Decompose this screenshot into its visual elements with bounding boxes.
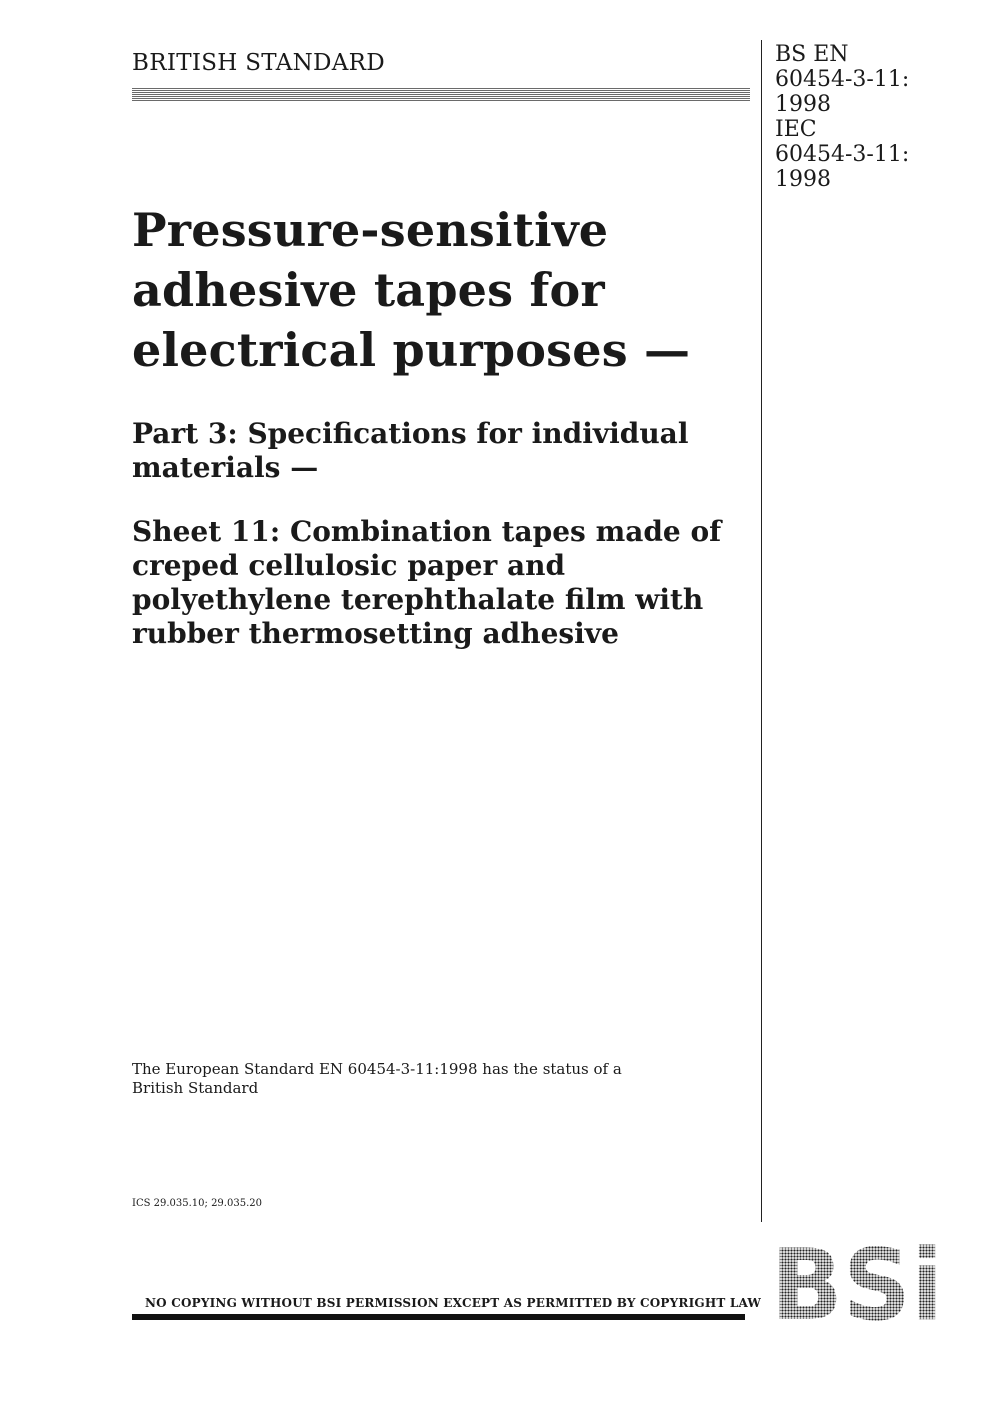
title-line: electrical purposes — <box>132 323 691 377</box>
status-note-line: The European Standard EN 60454-3-11:1998 has the status of a <box>132 1060 622 1078</box>
ics-code: ICS 29.035.10; 29.035.20 <box>132 1198 262 1209</box>
bsi-logo-icon <box>769 1243 945 1323</box>
sheet-line: creped cellulosic paper and <box>132 549 566 582</box>
sheet-subtitle <box>132 515 752 651</box>
copyright-notice: NO COPYING WITHOUT BSI PERMISSION EXCEPT AS PERMITTED BY COPYRIGHT LAW <box>145 1296 762 1310</box>
status-note <box>132 1060 622 1098</box>
bottom-rule <box>132 1314 745 1320</box>
part-line: materials — <box>132 451 319 484</box>
sheet-line: polyethylene terephthalate film with <box>132 583 704 616</box>
standard-number-line: 1998 <box>775 92 831 117</box>
standard-number-line: IEC <box>775 117 817 142</box>
document-title <box>132 200 752 380</box>
part-subtitle <box>132 417 752 485</box>
sheet-line: Sheet 11: Combination tapes made of <box>132 515 722 548</box>
title-line: adhesive tapes for <box>132 263 605 317</box>
standard-number-line: 60454-3-11: <box>775 67 910 92</box>
standard-number-line: 60454-3-11: <box>775 142 910 167</box>
standard-number-block <box>775 42 909 192</box>
standard-number-line: 1998 <box>775 167 831 192</box>
standard-number-line: BS EN <box>775 42 849 67</box>
header-rule <box>132 88 750 101</box>
vertical-divider <box>761 40 762 1222</box>
part-line: Part 3: Specifications for individual <box>132 417 689 450</box>
sheet-line: rubber thermosetting adhesive <box>132 617 619 650</box>
header-label: BRITISH STANDARD <box>132 50 386 76</box>
status-note-line: British Standard <box>132 1079 259 1097</box>
title-line: Pressure-sensitive <box>132 203 609 257</box>
svg-text:BSi: BSi <box>771 1243 943 1323</box>
